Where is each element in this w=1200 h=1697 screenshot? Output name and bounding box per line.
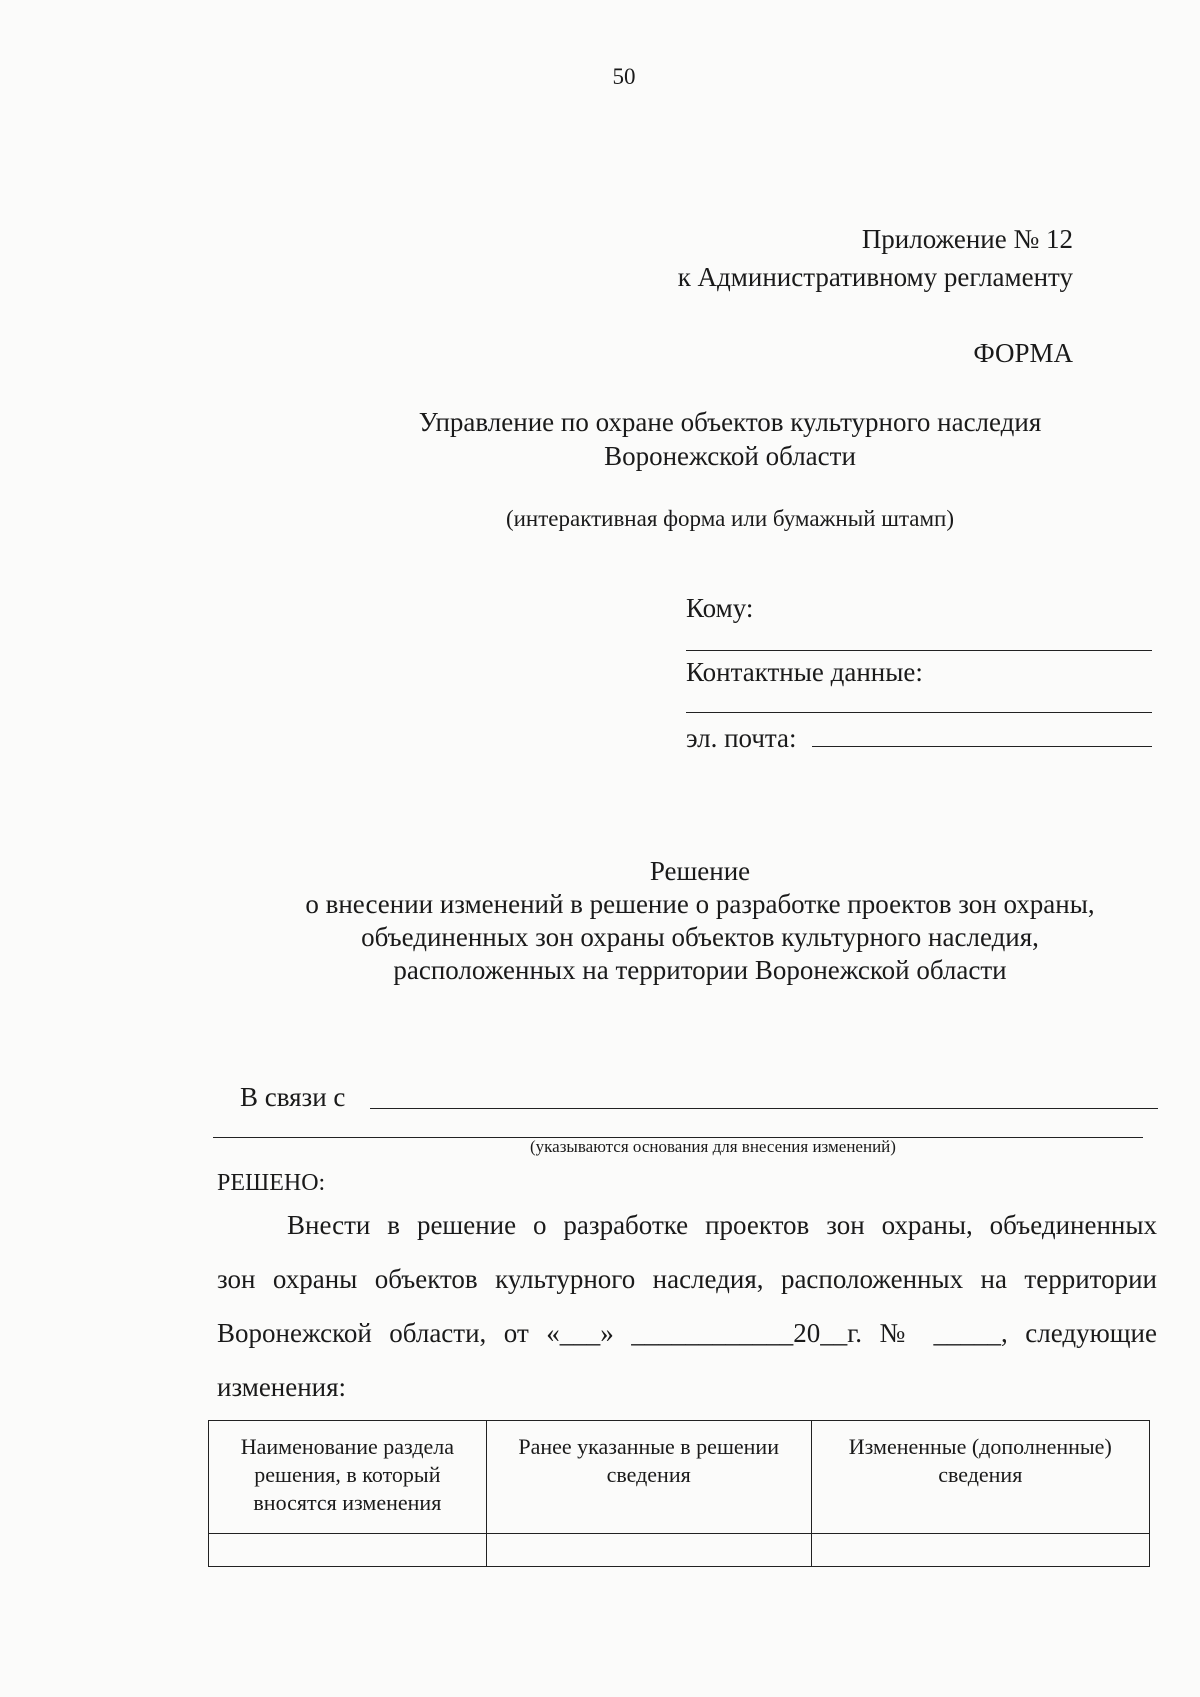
organization-line-2: Воронежской области	[604, 441, 856, 471]
table-cell-changed-info[interactable]	[811, 1534, 1149, 1567]
table-cell-section-name[interactable]	[209, 1534, 487, 1567]
body-line-1: Внести в решение о разработке проектов зон охраны, объединенных	[287, 1210, 1157, 1240]
email-label: эл. почта:	[686, 723, 797, 753]
page-number: 50	[612, 64, 636, 89]
organization-line-1: Управление по охране объектов культурного наследия	[418, 407, 1042, 437]
organization-name	[280, 405, 1180, 473]
table-header-row	[209, 1421, 1150, 1534]
basis-label: В связи с	[240, 1082, 346, 1112]
decided-label: РЕШЕНО:	[217, 1170, 326, 1196]
appendix-header	[678, 220, 1073, 296]
basis-caption: (указываются основания для внесения изменений)	[530, 1137, 896, 1156]
decision-body	[217, 1198, 1157, 1414]
header-previous-info: Ранее указанные в решении сведения	[486, 1421, 811, 1534]
body-line-4: изменения:	[217, 1372, 347, 1402]
table-cell-previous-info[interactable]	[486, 1534, 811, 1567]
body-line-2: зон охраны объектов культурного наследия, расположенных на территории	[217, 1264, 1157, 1294]
body-line-3: Воронежской области, от «___» ____________20__г. № _____, следующие	[217, 1318, 1157, 1348]
decision-title-line-2: о внесении изменений в решение о разработке проектов зон охраны,	[305, 889, 1095, 919]
header-changed-info: Измененные (дополненные) сведения	[811, 1421, 1149, 1534]
stamp-note: (интерактивная форма или бумажный штамп)	[505, 506, 955, 531]
basis-field-line-1[interactable]	[370, 1108, 1158, 1109]
appendix-number: Приложение № 12	[861, 224, 1073, 254]
table-row	[209, 1534, 1150, 1567]
changes-table	[208, 1420, 1150, 1567]
to-label: Кому:	[686, 593, 754, 623]
contacts-field[interactable]	[686, 712, 1152, 713]
decision-title-line-3: объединенных зон охраны объектов культурного наследия,	[361, 922, 1039, 952]
decision-title	[200, 855, 1200, 987]
contacts-label: Контактные данные:	[686, 657, 923, 687]
appendix-reference: к Административному регламенту	[677, 262, 1073, 292]
form-label: ФОРМА	[973, 338, 1073, 368]
to-field[interactable]	[686, 650, 1152, 651]
email-field[interactable]	[812, 746, 1152, 747]
decision-title-line-1: Решение	[649, 856, 751, 886]
header-section-name: Наименование раздела решения, в который вносятся изменения	[209, 1421, 487, 1534]
decision-title-line-4: расположенных на территории Воронежской области	[393, 955, 1007, 985]
